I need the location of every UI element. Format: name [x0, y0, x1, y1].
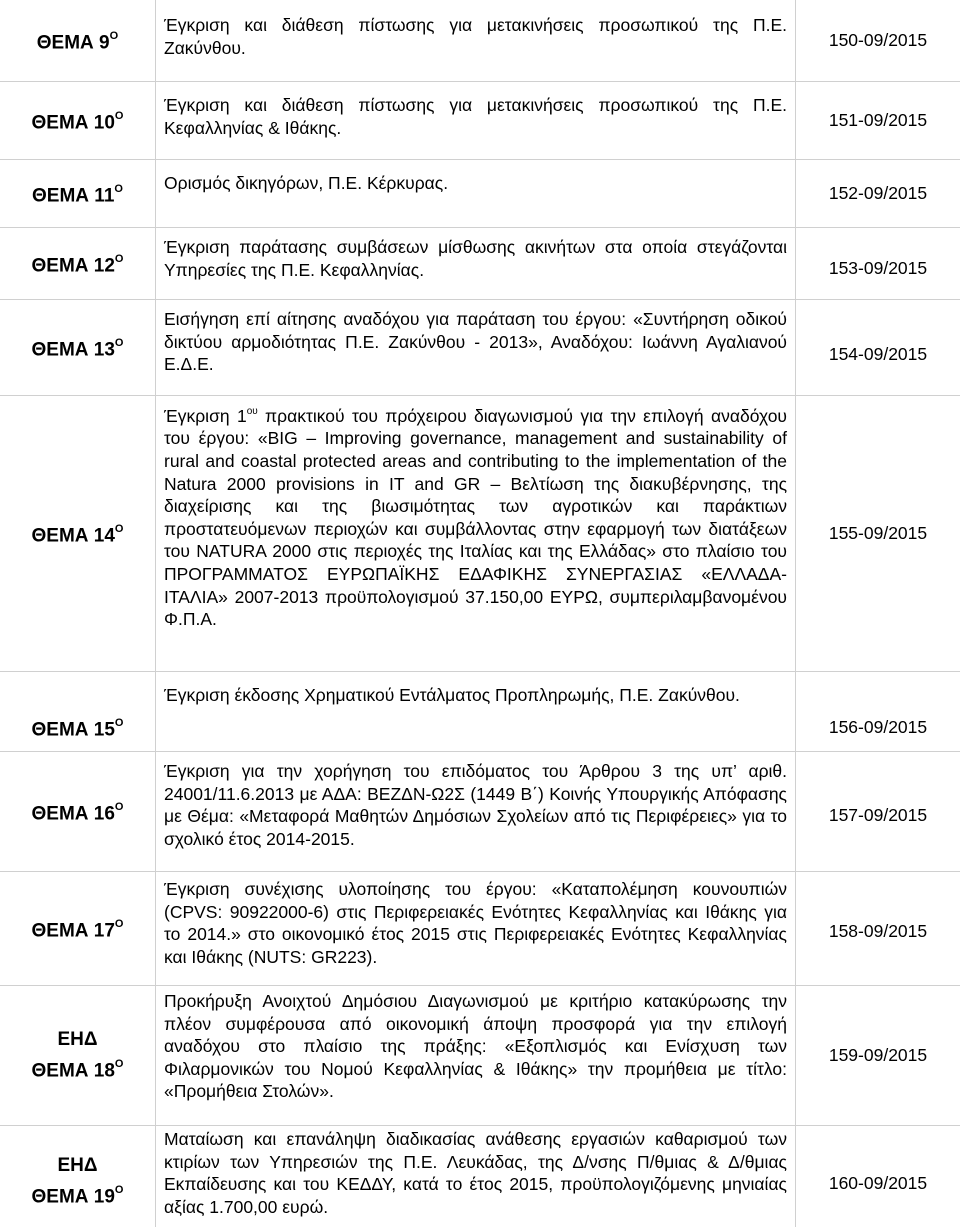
theme-label: ΕΗΔ ΘΕΜΑ $18^O$: [0, 986, 156, 1125]
theme-label: ΘΕΜΑ $14^O$: [0, 396, 156, 671]
theme-label: ΘΕΜΑ $13^O$: [0, 300, 156, 395]
row-description: Έγκριση έκδοσης Χρηματικού Εντάλματος Προπληρωμής, Π.Ε. Ζακύνθου.: [156, 672, 796, 751]
table-row: [0, 160, 960, 228]
row-description: Εισήγηση επί αίτησης αναδόχου για παράταση του έργου: «Συντήρηση οδικού δικτύου αρμοδιότητας Π.Ε. Ζακύνθου - 2013», Αναδόχου: Ιωάννη Αγαλιανού Ε.Δ.Ε.: [156, 300, 796, 395]
row-description: Έγκριση και διάθεση πίστωσης για μετακινήσεις προσωπικού της Π.Ε. Ζακύνθου.: [156, 0, 796, 81]
row-prefix: ΕΗΔ: [57, 1154, 98, 1176]
decision-number: 155-09/2015: [828, 523, 928, 543]
decision-number: 152-09/2015: [828, 183, 928, 203]
row-description: Προκήρυξη Ανοιχτού Δημόσιου Διαγωνισμού με κριτήριο κατακύρωσης την πλέον συμφέρουσα από οικονομική άποψη προσφορά για την επιλογή αναδόχου στο πλαίσιο της πράξης: «Εξοπλισμός και Ενίσχυση των Φιλαρμονικών του Νομού Κεφαλληνίας & Ιθάκης» την προμήθεια με τίτλο: «Προμήθεια Στολών».: [156, 986, 796, 1125]
table-row: [0, 396, 960, 672]
decision-number: 157-09/2015: [828, 805, 928, 825]
decision-number: 154-09/2015: [828, 344, 928, 364]
row-description: Έγκριση παράτασης συμβάσεων μίσθωσης ακινήτων στα οποία στεγάζονται Υπηρεσίες της Π.Ε. Κεφαλληνίας.: [156, 228, 796, 299]
decision-number: 153-09/2015: [828, 258, 928, 278]
theme-label: ΘΕΜΑ $10^O$: [0, 82, 156, 159]
row-description: Έγκριση συνέχισης υλοποίησης του έργου: «Καταπολέμηση κουνουπιών (CPVS: 90922000-6) στις Περιφερειακές Ενότητες Κεφαλληνίας και Ιθάκης για το 2014.» στο οικονομικό έτος 2015 στις Περιφερειακές Ενότητες Κεφαλληνίας και Ιθάκης (NUTS: GR223).: [156, 872, 796, 985]
row-description: Έγκριση $1^{o\upsilon}$ πρακτικού του πρόχειρου διαγωνισμού για την επιλογή αναδόχου του έργου: «BIG – Improving governance, management and sustainability of rural and coastal protected areas and contributing to the implementation of the Natura 2000 provisions in IT and GR – Βελτίωση της διακυβέρνησης, της διαχείρισης και της βιωσιμότητας των αγροτικών και παράκτιων προστατευόμενων περιοχών και συμβάλλοντας στην εφαρμογή των διατάξεων του NATURA 2000 στις περιοχές της Ιταλίας και της Ελλάδας» στο πλαίσιο του ΠΡΟΓΡΑΜΜΑΤΟΣ ΕΥΡΩΠΑΪΚΗΣ ΕΔΑΦΙΚΗΣ ΣΥΝΕΡΓΑΣΙΑΣ «ΕΛΛΑΔΑ-ΙΤΑΛΙΑ» 2007-2013 προϋπολογισμού 37.150,00 ΕΥΡΩ, συμπεριλαμβανομένου Φ.Π.Α.: [156, 396, 796, 671]
theme-label: ΘΕΜΑ $9^O$: [0, 0, 156, 81]
theme-label: ΕΗΔ ΘΕΜΑ $19^O$: [0, 1126, 156, 1227]
row-description: Ορισμός δικηγόρων, Π.Ε. Κέρκυρας.: [156, 160, 796, 227]
decision-number: 156-09/2015: [828, 717, 928, 737]
theme-label: ΘΕΜΑ $16^O$: [0, 752, 156, 871]
theme-label: ΘΕΜΑ $12^O$: [0, 228, 156, 299]
decision-number: 158-09/2015: [828, 921, 928, 941]
table-row: [0, 752, 960, 872]
table-row: [0, 1126, 960, 1227]
row-description: Έγκριση και διάθεση πίστωσης για μετακινήσεις προσωπικού της Π.Ε. Κεφαλληνίας & Ιθάκης.: [156, 82, 796, 159]
table-row: [0, 82, 960, 160]
table-row: [0, 228, 960, 300]
theme-label: ΘΕΜΑ $11^O$: [0, 160, 156, 227]
row-description: Ματαίωση και επανάληψη διαδικασίας ανάθεσης εργασιών καθαρισμού των κτιρίων των Υπηρεσιών της Π.Ε. Λευκάδας, της Δ/νσης Π/θμιας & Δ/θμιας Εκπαίδευσης και του ΚΕΔΔΥ, κατά το έτος 2015, προϋπολογιζόμενης μηνιαίας αξίας 1.700,00 ευρώ.: [156, 1126, 796, 1227]
decision-number: 151-09/2015: [828, 110, 928, 130]
theme-label: ΘΕΜΑ $17^O$: [0, 872, 156, 985]
table-row: [0, 986, 960, 1126]
decision-number: 159-09/2015: [828, 1045, 928, 1065]
decision-number: 150-09/2015: [828, 30, 928, 50]
table-row: [0, 672, 960, 752]
row-description: Έγκριση για την χορήγηση του επιδόματος του Άρθρου 3 της υπ’ αριθ. 24001/11.6.2013 με ΑΔΑ: ΒΕΖΔΝ-Ω2Σ (1449 Β΄) Κοινής Υπουργικής Απόφασης με Θέμα: «Μεταφορά Μαθητών Δημόσιων Σχολείων από τις Περιφέρειες» για το σχολικό έτος 2014-2015.: [156, 752, 796, 871]
theme-label: ΘΕΜΑ $15^O$: [0, 672, 156, 751]
table-row: [0, 300, 960, 396]
row-prefix: ΕΗΔ: [57, 1028, 98, 1050]
decision-number: 160-09/2015: [828, 1173, 928, 1193]
table-row: [0, 872, 960, 986]
table-row: [0, 0, 960, 82]
